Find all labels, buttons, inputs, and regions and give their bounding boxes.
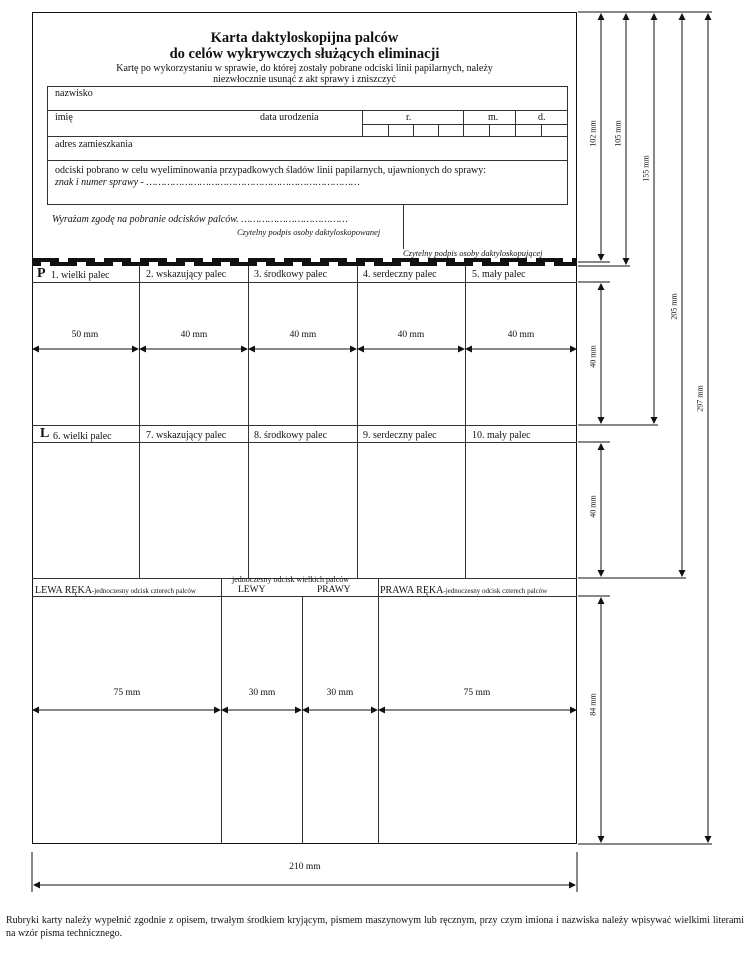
width-thumb-left: 30 mm (248, 688, 276, 698)
thumb-right-label: PRAWY (317, 585, 351, 595)
subject-signature-label: Czytelny podpis osoby daktyloskopowanej (237, 227, 381, 237)
finger-10-label: 10. mały palec (472, 430, 531, 441)
finger-6-label: 6. wielki palec (53, 431, 112, 442)
width-finger-2: 40 mm (180, 330, 208, 340)
finger-4-label: 4. serdeczny palec (363, 269, 437, 280)
right-slap-title: PRAWA RĘKA (380, 585, 444, 596)
thumbs-slap-title: jednoczesny odcisk wielkich palców (232, 575, 350, 584)
right-slap-sub: -jednoczesny odcisk czterech palców (443, 587, 548, 595)
width-finger-1: 50 mm (71, 330, 99, 340)
finger-7-label: 7. wskazujący palec (146, 430, 227, 441)
birth-year-label: r. (406, 112, 412, 123)
width-left-slap: 75 mm (113, 688, 141, 698)
dim-155: 155 mm (641, 155, 651, 182)
finger-8-label: 8. środkowy palec (254, 430, 328, 441)
left-slap-sub: -jednoczesny odcisk czterech palców (91, 587, 196, 595)
dim-205: 205 mm (669, 293, 679, 320)
case-number-field[interactable]: znak i numer sprawy - ……………………………………………………………… (55, 177, 360, 188)
width-right-slap: 75 mm (463, 688, 491, 698)
left-slap-title: LEWA RĘKA (35, 585, 92, 596)
left-hand-letter: L (40, 426, 50, 441)
finger-1-label: 1. wielki palec (51, 270, 110, 281)
card-title-line1: Karta daktyloskopijna palców (210, 30, 399, 46)
thumb-left-label: LEWY (238, 585, 266, 595)
dim-slap-height: 84 mm (588, 693, 598, 716)
card-note-line2: niezwłocznie usunąć z akt sprawy i zniszczyć (213, 74, 396, 85)
card-title-line2: do celów wykrywczych służących eliminacji (169, 46, 440, 62)
width-thumb-right: 30 mm (326, 688, 354, 698)
dim-row-right: 40 mm (588, 345, 598, 368)
finger-9-label: 9. serdeczny palec (363, 430, 437, 441)
finger-3-label: 3. środkowy palec (254, 269, 328, 280)
dim-105: 105 mm (613, 120, 623, 147)
birth-month-label: m. (488, 112, 499, 123)
width-finger-5: 40 mm (507, 330, 535, 340)
surname-field[interactable]: nazwisko (55, 88, 93, 99)
examiner-signature-label: Czytelny podpis osoby daktyloskopującej (403, 248, 543, 258)
address-field[interactable]: adres zamieszkania (55, 139, 133, 150)
width-finger-3: 40 mm (289, 330, 317, 340)
card-note-line1: Kartę po wykorzystaniu w sprawie, do której zostały pobrane odciski linii papilarnych, należy (116, 63, 493, 74)
dim-card-width: 210 mm (289, 862, 321, 872)
dim-297: 297 mm (695, 385, 705, 412)
finger-2-label: 2. wskazujący palec (146, 269, 227, 280)
dim-102: 102 mm (588, 120, 598, 147)
instructions-footer: Rubryki karty należy wypełnić zgodnie z opisem, trwałym środkiem kryjącym, pismem maszynowym lub ręcznym, przy czym imiona i nazwiska należy wpisywać wielkimi literami na wzór pisma technicznego. (6, 915, 744, 939)
dim-row-left: 40 mm (588, 495, 598, 518)
right-hand-letter: P (37, 266, 46, 281)
case-purpose-text: odciski pobrano w celu wyeliminowania przypadkowych śladów linii papilarnych, ujawnionych do sprawy: (55, 165, 487, 176)
consent-text: Wyrażam zgodę na pobranie odcisków palców. ……………………………… (52, 214, 348, 225)
width-finger-4: 40 mm (397, 330, 425, 340)
birthdate-label: data urodzenia (260, 112, 319, 123)
birth-day-label: d. (538, 112, 546, 123)
finger-5-label: 5. mały palec (472, 269, 526, 280)
firstname-field[interactable]: imię (55, 112, 73, 123)
